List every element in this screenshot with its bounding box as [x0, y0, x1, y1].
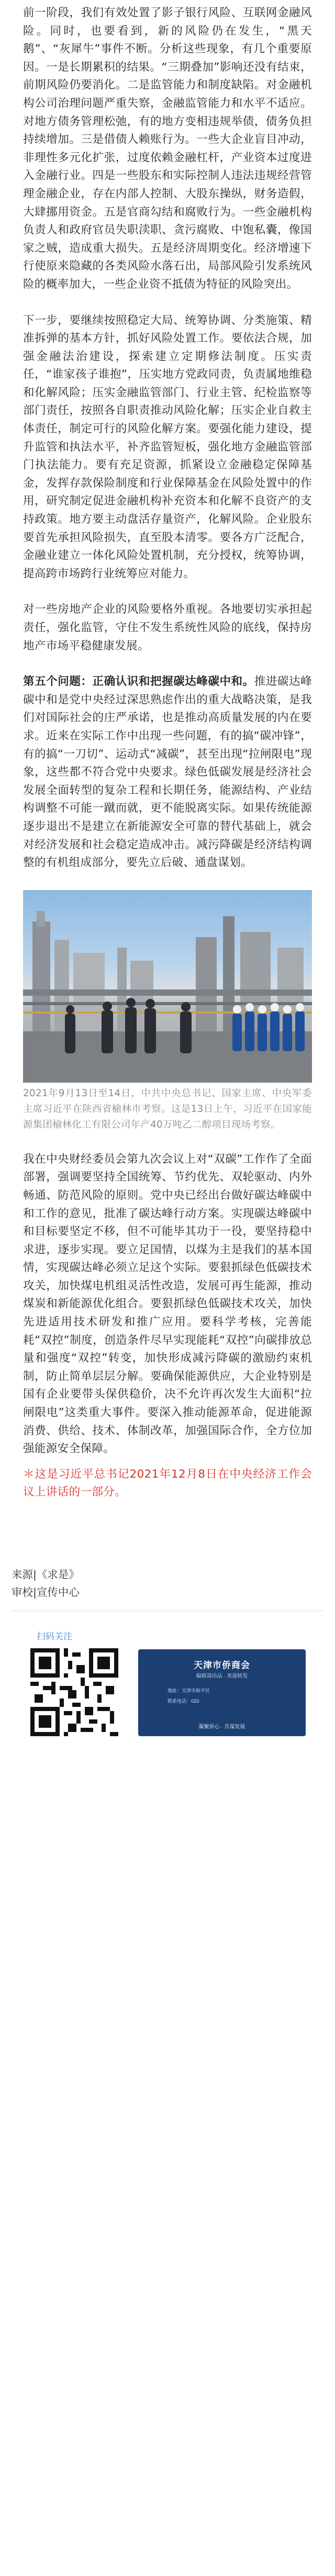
photo-illustration [23, 890, 312, 1083]
card-title: 天津市侨商会 [194, 1660, 250, 1670]
paragraph-1: 前一阶段，我们有效处置了影子银行风险、互联网金融风险。同时，也要看到，新的风险仍在发生，“黑天鹅”、“灰犀牛”事件不断。分析这些现象，有几个重要原因。一是长期累积的结果。“三期叠加”影响还没有结束，前期风险仍要消化。二是监管能力和制度缺陷。对金融机构公司治理问题严重失察，金融监管能力和水平不适应。对地方债务管理松弛，有的地方变相违规举债，债务负担持续增加。三是借债人赖账行为。一些大企业盲目冲动，非理性多元化扩张，过度依赖金融杠杆，产业资本过度进入金融行业。四是一些股东和实际控制人违法违规经营管理金融企业，存在内部人控制、大股东操纵，财务造假，大肆挪用资金。五是官商勾结和腐败行为。一些金融机构负责人和政府官员失职渎职、贪污腐败、中饱私囊，像国家之贼，造成重大损失。五是经济周期变化。经济增速下行使原来隐藏的各类风险水落石出，局部风险引发系统风险的概率加大，一些企业资不抵债为特征的风险突出。 [23, 6, 312, 291]
source-block [0, 1566, 335, 1601]
news-photo [23, 890, 312, 1083]
card-line-2: 联系电话：022- [168, 1698, 201, 1704]
section-body: 推进碳达峰碳中和是党中央经过深思熟虑作出的重大战略决策，是我们对国际社会的庄严承诺，也是推动高质量发展的内在要求。近来在实际工作中出现一些问题，有的搞“碳冲锋”，有的搞“一刀切”、运动式“减碳”，甚至出现“拉闸限电”现象，这些都不符合党中央要求。绿色低碳发展是经济社会发展全面转型的复杂工程和长期任务，能源结构、产业结构调整不可能一蹴而就，更不能脱离实际。如果传统能源逐步退出不是建立在新能源安全可靠的替代基础上，就会对经济发展和社会稳定造成冲击。减污降碳是经济结构调整的有机组成部分，要先立后破、通盘谋划。 [23, 675, 312, 870]
card-slogan: 凝聚侨心 · 共谋发展 [198, 1724, 245, 1730]
editor-line: 审校|宣传中心 [12, 1586, 80, 1599]
source-line: 来源|《求是》 [12, 1568, 80, 1581]
section-5 [23, 673, 312, 872]
paragraph-3: 对一些房地产企业的风险要格外重视。各地要切实承担起责任，强化监管，守住不发生系统性风险的底线，保持房地产市场平稳健康发展。 [23, 603, 312, 653]
paragraph-4: 我在中央财经委员会第九次会议上对“双碳”工作作了全面部署，强调要坚持全国统筹、节约优先、双轮驱动、内外畅通、防范风险的原则。党中央已经出台做好碳达峰碳中和工作的意见，批准了碳达峰行动方案。实现碳达峰碳中和目标要坚定不移，但不可能毕其功于一役，要坚持稳中求进，逐步实现。要立足国情，以煤为主是我们的基本国情，实现碳达峰必须立足这个实际。要狠抓绿色低碳技术攻关，加快煤电机组灵活性改造，发展可再生能源，推动煤炭和新能源优化组合。要狠抓绿色低碳技术攻关，加快先进适用技术研发和推广应用。要科学考核，完善能耗“双控”制度，创造条件尽早实现能耗“双控”向碳排放总量和强度“双控”转变，加快形成减污降碳的激励约束机制，防止简单层层分解。要确保能源供应，大企业特别是国有企业要带头保供稳价，决不允许再次发生大面积“拉闸限电”这类重大事件。要深入推动能源革命，促进能源消费、供给、技术、体制改革，加强国际合作，全方位加强能源安全保障。 [23, 1152, 312, 1456]
qr-section [23, 1648, 312, 1751]
section-title: 第五个问题：正确认识和把握碳达峰碳中和。 [23, 675, 254, 689]
card-line-1: 地址：天津市和平区 [168, 1688, 210, 1693]
qr-code[interactable] [30, 1648, 118, 1736]
qr-follow-label: 扫码关注 [37, 1632, 72, 1642]
card-subtitle: 编辑部出品 · 欢迎转发 [196, 1673, 248, 1679]
footnote: ＊这是习近平总书记2021年12月8日在中央经济工作会议上讲话的一部分。 [23, 1467, 312, 1499]
photo-caption: 2021年9月13日至14日，中共中央总书记、国家主席、中央军委主席习近平在陕西省榆林市考察。这是13日上午，习近平在国家能源集团榆林化工有限公司年产40万吨乙二醇项目现场考察。 [23, 1087, 312, 1130]
qr-code-icon [30, 1648, 118, 1736]
org-card [138, 1649, 306, 1736]
paragraph-2: 下一步，要继续按照稳定大局、统筹协调、分类施策、精准拆弹的基本方针，抓好风险处置工作。要依法合规，加强金融法治建设，探索建立定期修法制度。压实责任，“谁家孩子谁抱”，压实地方党政同责，负责属地维稳和化解风险；压实金融监管部门、行业主管、纪检监察等部门责任，按照各自职责推动风险化解；压实企业自救主体责任，制定可行的风险化解方案。要强化能力建设，提升监管和执法水平，补齐监管短板，强化地方金融监管部门执法能力。要有充足资源，抓紧设立金融稳定保障基金，发挥存款保险制度和行业保障基金在风险处置中的作用，研究制定促进金融机构补充资本和化解不良资产的支持政策。地方要主动盘活存量资产，化解风险。企业股东要首先承担风险损失，直至股本清零。要各方广泛配合，金融业建立一体化风险处置机制，充分授权，统筹协调，提高跨市场跨行业统筹应对能力。 [23, 313, 312, 580]
